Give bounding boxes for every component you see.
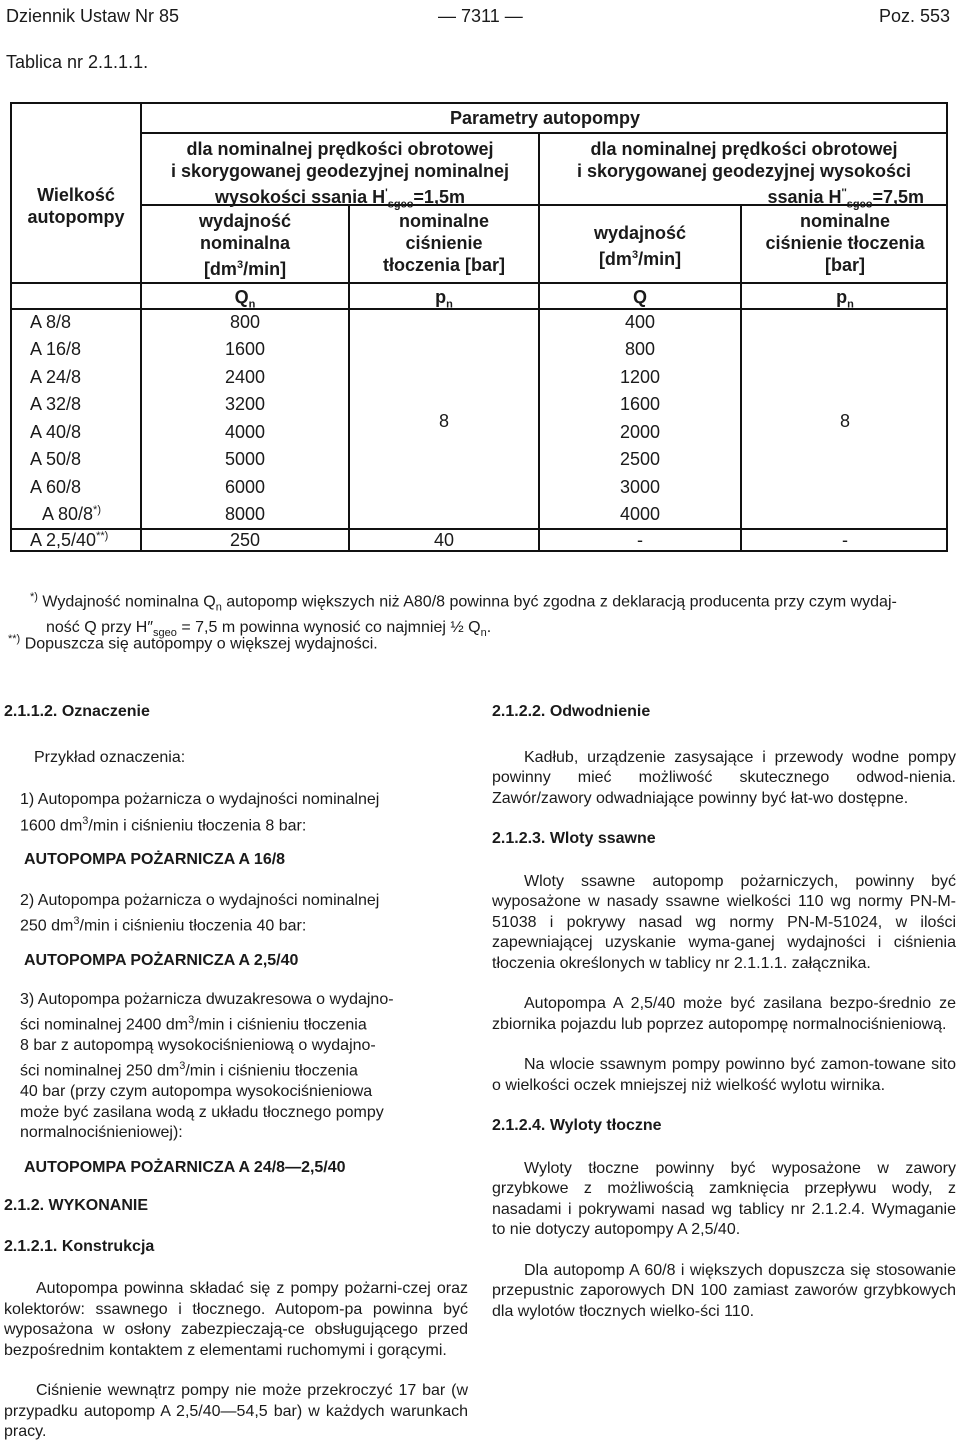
row-q: 2000 (619, 422, 661, 442)
paragraph: Wyloty tłoczne powinny być wyposażone w zawory grzybkowe z możliwością zamknięcia przepływu wody, z nasadami i pokrywami nasad wg tablicy nr 2.1.2.4. Wymaganie to nie dotyczy autopompy A 2,5/40. (492, 1159, 956, 1238)
table-title: Tablica nr 2.1.1.1. (6, 52, 149, 72)
example-item-2: 2) Autopompa pożarnicza o wydajności nominalnej 250 $dm^3/\min$ i ciśnieniu tłoczenia 40 bar: (20, 891, 380, 935)
symbol-qn: $Q_n$ (234, 287, 256, 311)
row-name: A 8/8 (30, 312, 72, 332)
symbol-q: Q (632, 287, 647, 307)
row-name: A 50/8 (30, 449, 82, 469)
g2-pressure-header: nominalne ciśnienie tłoczenia [bar] (765, 211, 925, 275)
row-q: 1200 (619, 367, 661, 387)
left-column (4, 702, 468, 1443)
row-name: A 32/8 (30, 394, 82, 414)
example-intro: Przykład oznaczenia: (34, 748, 186, 766)
last-pn1: 40 (433, 530, 455, 550)
page-number: — 7311 — (438, 6, 523, 26)
right-column (492, 702, 956, 1322)
footnote-1: *) Wydajność nominalna $Q_n$ autopomp większych niż A80/8 powinna być zgodna z deklaracją producenta przy czym wydaj- ność Q przy $H''_{sgeo} = 7,5$ m powinna wynosić co najmniej ½ $Q_n$. (30, 591, 897, 639)
section-heading: 2.1.2.1. Konstrukcja (4, 1237, 155, 1255)
designation-2: AUTOPOMPA POŻARNICZA A 2,5/40 (24, 952, 299, 970)
paragraph: Wloty ssawne autopomp pożarniczych, powinny być wyposażone w nasady ssawne wielkości 110 wg normy PN-M-51038 i pokrywy nasad wg normy PN-M-51024, w ilości zapewniającej uzyskanie wyma-ganej wydajności i ciśnienia tłoczenia określonych w tablicy nr 2.1.1.1. załącznika. (492, 872, 956, 972)
row-name: A 60/8 (30, 477, 82, 497)
footnote-2: **) Dopuszcza się autopompy o większej wydajności. (8, 633, 378, 653)
row-qn: 5000 (224, 449, 266, 469)
example-item-1: 1) Autopompa pożarnicza o wydajności nominalnej 1600 $dm^3/\min$ i ciśnieniu tłoczenia 8 bar: (20, 791, 380, 834)
row-qn: 800 (229, 312, 261, 332)
row-q: 2500 (619, 449, 661, 469)
designation-1: AUTOPOMPA POŻARNICZA A 16/8 (24, 851, 286, 869)
row-name: A 16/8 (30, 339, 82, 359)
group1-header: dla nominalnej prędkości obrotowej i skorygowanej geodezyjnej nominalnej wysokości ssania $H'_{sgeo}=1,5m$ (170, 139, 510, 211)
merged-pn2: 8 (839, 411, 850, 431)
table-line (12, 282, 948, 284)
section-heading: 2.1.2. WYKONANIE (4, 1197, 149, 1215)
row-name: A 80/8*) (42, 504, 101, 524)
section-heading: 2.1.2.3. Wloty ssawne (492, 830, 656, 847)
row-qn: 6000 (224, 477, 266, 497)
row-q: 1600 (619, 394, 661, 414)
row-qn: 3200 (224, 394, 266, 414)
merged-pn1: 8 (438, 411, 449, 431)
section-heading: 2.1.2.2. Odwodnienie (492, 703, 651, 720)
g1-pressure-header: nominalne ciśnienie tłoczenia [bar] (382, 211, 506, 275)
size-header: Wielkość autopompy (27, 185, 125, 227)
g1-flow-header: wydajność nominalna $[dm^3/\min]$ (198, 211, 292, 279)
paragraph: Kadłub, urządzenie zasysające i przewody wodne pompy powinny mieć możliwość skutecznego odwod-nienia. Zawór/zawory odwadniające powinny być łat-wo dostępne. (492, 748, 956, 807)
designation-3: AUTOPOMPA POŻARNICZA A 24/8—2,5/40 (24, 1158, 346, 1176)
pump-parameters-table (10, 102, 948, 552)
group2-header: dla nominalnej prędkości obrotowej i skorygowanej geodezyjnej wysokości ssania $H''_{sgeo}=7,5m$ (576, 139, 924, 211)
row-name: A 24/8 (30, 367, 82, 387)
row-name: A 2,5/40**) (30, 530, 109, 550)
paragraph: Ciśnienie wewnątrz pompy nie może przekroczyć 17 bar (w przypadku autopomp A 2,5/40—54,5 bar) w każdych warunkach pracy. (4, 1382, 468, 1441)
symbol-pn1: $p_n$ (435, 287, 453, 311)
row-q: - (637, 530, 643, 550)
param-header: Parametry autopompy (449, 108, 641, 128)
position-number: Poz. 553 (878, 6, 950, 26)
row-qn: 8000 (224, 504, 266, 524)
row-q: 800 (624, 339, 656, 359)
row-qn: 4000 (224, 422, 266, 442)
row-q: 4000 (619, 504, 661, 524)
row-qn: 250 (229, 530, 261, 550)
row-q: 400 (624, 312, 656, 332)
example-item-3: 3) Autopompa pożarnicza dwuzakresowa o wydajno- ści nominalnej 2400 $dm^3/\min$ i ciśnieniu tłoczenia 8 bar z autopompą wysokociśnieniową o wydajno- ści nominalnej 250 $dm^3/\min$ i ciśnieniu tłoczenia 40 bar (przy czym autopompa wysokociśnieniowa może być zasilana wodą z układu tłocznego pompy normalnociśnieniowej): (20, 990, 394, 1142)
paragraph: Dla autopomp A 60/8 i większych dopuszcza się stosowanie przepustnic zaporowych DN 100 zamiast zaworów grzybkowych dla wylotów tłocznych wielko-ści 110. (492, 1261, 956, 1320)
paragraph: Autopompa A 2,5/40 może być zasilana bezpo-średnio ze zbiornika pojazdu lub poprzez autopompę normalnociśnieniową. (492, 995, 956, 1033)
row-qn: 1600 (224, 339, 266, 359)
section-heading: 2.1.1.2. Oznaczenie (4, 703, 150, 720)
symbol-pn2: $p_n$ (836, 287, 854, 311)
row-name: A 40/8 (30, 422, 82, 442)
section-heading: 2.1.2.4. Wyloty tłoczne (492, 1117, 662, 1134)
page-header (6, 6, 950, 32)
last-pn2: - (842, 530, 848, 550)
journal-title: Dziennik Ustaw Nr 85 (6, 6, 180, 26)
table-line (142, 132, 948, 134)
paragraph: Na wlocie ssawnym pompy powinno być zamon-towane sito o wielkości oczek mniejszej niż wielkość wylotu wirnika. (492, 1056, 956, 1094)
row-q: 3000 (619, 477, 661, 497)
paragraph: Autopompa powinna składać się z pompy pożarni-czej oraz kolektorów: ssawnego i tłocznego. Autopom-pa powinna być wyposażona w osłony zabezpieczają-ce obsługującego przed bezpośrednim kontaktem z elementami ruchomymi i gorącymi. (4, 1280, 468, 1359)
row-qn: 2400 (224, 367, 266, 387)
g2-flow-header: wydajność $[dm^3/\min]$ (593, 223, 687, 269)
